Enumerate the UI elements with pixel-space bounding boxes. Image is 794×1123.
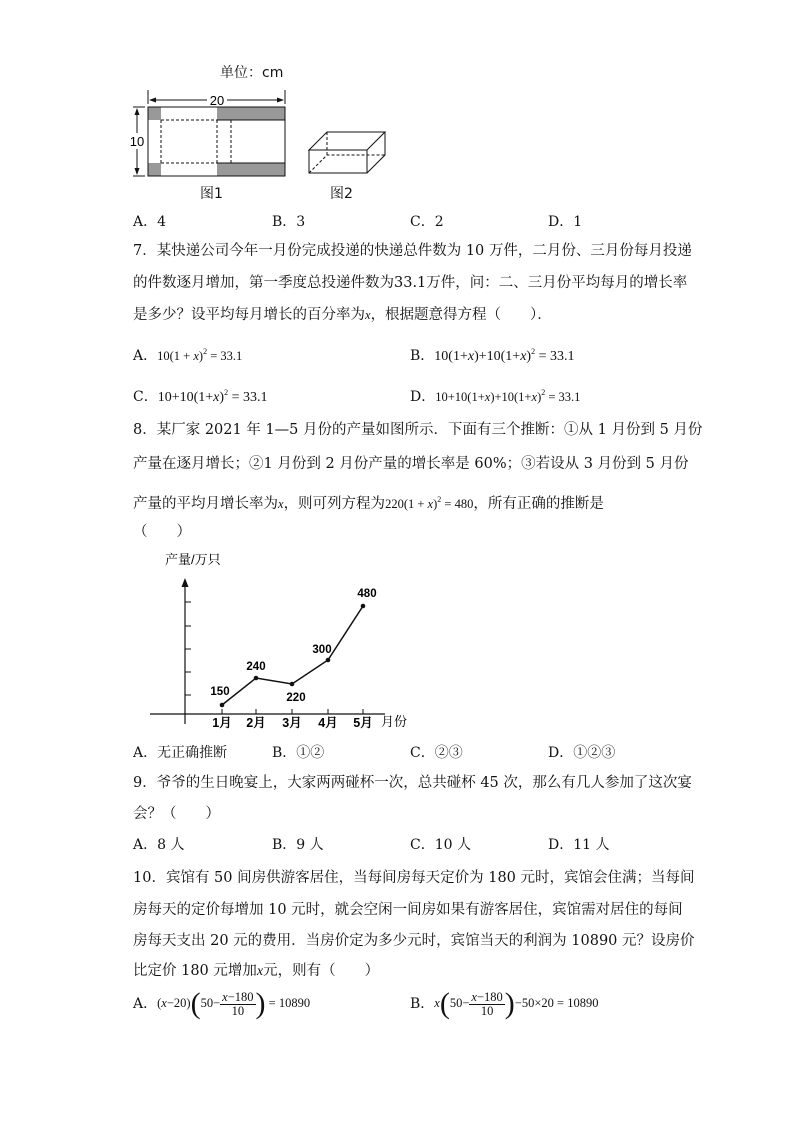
q10-var: x <box>256 964 264 979</box>
unit-label: 单位：cm <box>220 65 284 81</box>
dim-width-label: 20 <box>209 93 225 108</box>
q6-option-a[interactable]: A．4 <box>133 214 167 230</box>
q7-option-a-label: A． <box>133 348 158 364</box>
q7-line-2: 的件数逐月增加，第一季度总投递件数为33.1万件，问：二、三月份平均每月的增长率 <box>133 275 688 291</box>
chart-data-label: 240 <box>246 661 266 673</box>
q7-equation-a: $10(1 + x)^2 = 33.1$ <box>157 347 243 363</box>
chart-x-tick-label: 2月 <box>246 716 266 730</box>
chart-y-axis-label: 产量/万只 <box>165 552 221 567</box>
q9-option-a[interactable]: A．8 人 <box>133 837 185 853</box>
q10-line-1: 10．宾馆有 50 间房供游客居住，当每间房每天定价为 180 元时，宾馆会住满；当每间 <box>133 870 695 886</box>
q9-option-d[interactable]: D．11 人 <box>548 837 610 853</box>
chart-x-axis-label: 月份 <box>381 714 408 729</box>
q10-line-3: 房每天支出 20 元的费用．当房价定为多少元时，宾馆当天的利润为 10890 元？设房价 <box>133 933 695 949</box>
q8-line-3a: 产量的平均月增长率为 <box>133 496 278 512</box>
q8-line-4: （ ） <box>133 524 191 540</box>
q10-line-4a: 比定价 180 元增加 <box>133 963 257 979</box>
q9-option-b[interactable]: B．9 人 <box>272 837 324 853</box>
q7-option-c[interactable] <box>133 383 267 408</box>
q9-line-2: 会？（ ） <box>133 806 220 822</box>
q7-equation-c: $10+10(1+x)^2 = 33.1$ <box>157 388 268 405</box>
q6-option-d[interactable]: D．1 <box>548 214 583 230</box>
chart-data-point <box>254 676 259 681</box>
q7-equation-b: $10(1+x)+10(1+x)^2 = 33.1$ <box>434 347 575 364</box>
q8-var: x <box>278 497 284 511</box>
q10-line-2: 房每天的定价每增加 10 元时，就会空闲一间房如果有游客居住，宾馆需对居住的每间 <box>133 902 683 918</box>
q7-line-1: 7．某快递公司今年一月份完成投递的快递总件数为 10 万件，二月份、三月份每月投递 <box>133 243 692 259</box>
q8-option-b[interactable]: B．①② <box>272 745 325 761</box>
figure-2-open-box <box>305 128 390 178</box>
chart-data-label: 480 <box>357 588 377 600</box>
q8-option-a[interactable]: A．无正确推断 <box>133 745 228 761</box>
chart-x-tick-label: 3月 <box>282 716 302 730</box>
chart-data-point <box>326 658 331 663</box>
q8-line-3 <box>133 490 604 514</box>
chart-x-tick-label: 4月 <box>318 716 338 730</box>
q7-option-b-label: B． <box>410 348 435 364</box>
dim-height-label: 10 <box>129 134 145 149</box>
q8-line-3b: ，则可列方程为 <box>283 496 386 512</box>
q10-equation-b: x(50− $\frac{x-180}{10}$ )−50×20 = 10890 <box>434 987 599 1020</box>
q7-option-b[interactable] <box>410 342 575 367</box>
q7-line-3b: ，根据题意得方程（ ）． <box>370 307 552 323</box>
chart-data-label: 300 <box>312 644 332 656</box>
q7-option-d[interactable] <box>410 383 580 407</box>
fig1-caption: 图1 <box>200 186 223 202</box>
chart-series-line <box>222 606 363 705</box>
q8-line-1: 8．某厂家 2021 年 1—5 月份的产量如图所示．下面有三个推断：①从 1 月份到 5 月份 <box>133 422 703 438</box>
chart-data-point <box>361 604 366 609</box>
q8-option-c[interactable]: C．②③ <box>410 745 463 761</box>
q7-var: x <box>365 308 371 322</box>
q7-option-a[interactable] <box>133 342 242 366</box>
q10-option-a-label: A． <box>133 996 158 1012</box>
q7-line-3a: 是多少？设平均每月增长的百分率为 <box>133 307 365 323</box>
q10-line-4b: 元，则有（ ） <box>263 963 380 979</box>
q6-option-b[interactable]: B．3 <box>272 214 306 230</box>
fig2-caption: 图2 <box>330 186 353 202</box>
q10-option-a[interactable] <box>133 989 310 1019</box>
q9-line-1: 9．爷爷的生日晚宴上，大家两两碰杯一次，总共碰杯 45 次，那么有几人参加了这次宴 <box>133 775 692 791</box>
production-line-chart <box>145 548 420 738</box>
q8-equation: $220(1 + x)^2 = 480$ <box>385 495 474 511</box>
chart-x-tick-label: 1月 <box>212 716 232 730</box>
q8-option-d[interactable]: D．①②③ <box>548 745 616 761</box>
q10-equation-a: (x−20)(50− $\frac{x-180}{10}$ ) = 10890 <box>157 987 311 1020</box>
q10-option-b-label: B． <box>410 996 435 1012</box>
chart-x-tick-label: 5月 <box>353 716 373 730</box>
q9-option-c[interactable]: C．10 人 <box>410 837 471 853</box>
q7-option-c-label: C． <box>133 389 158 405</box>
q7-line-3 <box>133 305 552 325</box>
chart-data-point <box>220 703 225 708</box>
q6-option-c[interactable]: C．2 <box>410 214 444 230</box>
q7-equation-d: $10+10(1+x)+10(1+x)^2 = 33.1$ <box>435 388 581 404</box>
q8-line-3c: ，所有正确的推断是 <box>473 496 604 512</box>
chart-data-point <box>290 682 295 687</box>
figure-1-net-diagram <box>125 88 300 183</box>
q8-line-2: 产量在逐月增长；②1 月份到 2 月份产量的增长率是 60%；③若设从 3 月份到 5 月份 <box>133 456 689 472</box>
chart-data-label: 150 <box>210 686 230 698</box>
chart-data-label: 220 <box>286 692 306 704</box>
q7-option-d-label: D． <box>410 389 436 405</box>
chart-y-arrow <box>182 578 189 587</box>
q10-option-b[interactable] <box>410 989 598 1019</box>
q10-line-4 <box>133 961 379 982</box>
